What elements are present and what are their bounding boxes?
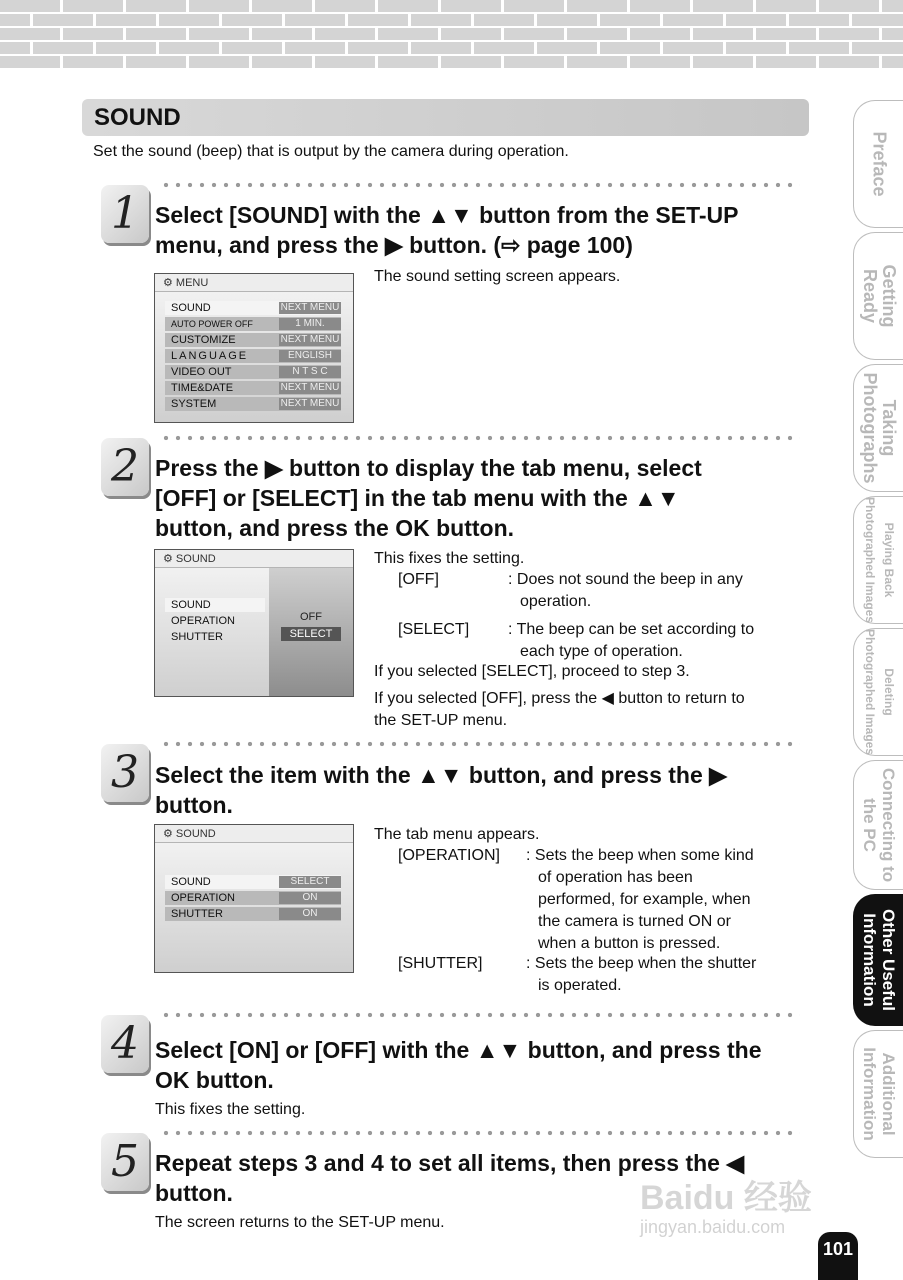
tab-option-off: OFF <box>300 611 322 623</box>
menu-screen-title <box>155 274 353 292</box>
section-title: SOUND <box>94 104 181 131</box>
section-header <box>82 99 809 136</box>
step-2-heading-line2: [OFF] or [SELECT] in the tab menu with the ▲▼ <box>155 485 680 511</box>
side-tab-line: Photographed Images <box>862 496 877 624</box>
def-desc-line: the camera is turned ON or <box>538 913 731 930</box>
menu-row <box>165 349 341 363</box>
note-line: the SET-UP menu. <box>374 712 508 729</box>
side-tab-line: Getting <box>878 264 899 328</box>
step-number-4: 4 <box>101 1015 149 1073</box>
menu-row-label: SHUTTER <box>171 908 223 920</box>
side-tab-line: Information <box>859 913 879 1007</box>
def-desc-line: : Does not sound the beep in any <box>508 571 743 588</box>
menu-row-label: SOUND <box>171 302 211 314</box>
sound-tab-title-label: SOUND <box>175 553 216 565</box>
def-desc-line: : Sets the beep when some kind <box>526 847 754 864</box>
sound-items-screen-title <box>155 825 353 843</box>
side-tab-line: Taking <box>878 399 899 457</box>
menu-row-value: NEXT MENU <box>280 334 340 345</box>
sound-items-screen <box>154 824 354 973</box>
watermark-logo: Baidu 经验 <box>640 1179 812 1217</box>
def-term-select: [SELECT] <box>398 621 470 638</box>
step-5-heading-line2: button. <box>155 1180 233 1206</box>
section-intro: Set the sound (beep) that is output by the camera during operation. <box>93 143 569 160</box>
side-tab-label <box>860 497 898 623</box>
step-3-heading <box>155 760 727 820</box>
menu-row <box>165 891 341 905</box>
def-term-operation: [OPERATION] <box>398 847 500 864</box>
step-4-heading-line2: OK button. <box>155 1067 274 1093</box>
def-desc-line: each type of operation. <box>520 643 683 660</box>
side-tab-label <box>860 768 898 882</box>
def-desc-line: is operated. <box>538 977 622 994</box>
menu-row <box>165 598 265 612</box>
side-tab-additional-information[interactable] <box>853 1030 903 1158</box>
def-desc-select <box>508 619 754 663</box>
wrench-icon: ⚙ <box>163 553 176 565</box>
sound-tab-screen <box>154 549 354 697</box>
side-tab-line: Photographs <box>859 372 880 484</box>
menu-row-label: LANGUAGE <box>171 350 249 362</box>
side-tab-line: Preface <box>869 131 889 197</box>
menu-row-value: ON <box>279 908 341 920</box>
step-2-note-off <box>374 688 745 732</box>
step-number-5: 5 <box>101 1133 149 1191</box>
menu-row-label: OPERATION <box>171 892 235 904</box>
menu-row-value: NEXT MENU <box>280 398 340 409</box>
step-4-heading-line1: Select [ON] or [OFF] with the ▲▼ button, and press the <box>155 1037 762 1063</box>
menu-row-label: AUTO POWER OFF <box>171 319 253 329</box>
side-tab-preface[interactable] <box>853 100 903 228</box>
step-number-1: 1 <box>101 185 149 243</box>
side-tab-line: Information <box>859 1047 879 1141</box>
menu-row-value: ON <box>279 892 341 904</box>
menu-row <box>165 630 265 644</box>
side-tab-label <box>860 265 898 328</box>
def-desc-line: of operation has been <box>538 869 693 886</box>
step-5-text: The screen returns to the SET-UP menu. <box>155 1214 445 1231</box>
menu-title-label: MENU <box>175 277 209 289</box>
menu-row-value: NEXT MENU <box>280 382 340 393</box>
dotted-divider <box>160 741 800 747</box>
side-tab-label <box>860 629 898 755</box>
side-tab-line: Other Useful <box>878 908 898 1012</box>
menu-row-label: TIME&DATE <box>171 382 234 394</box>
side-tab-line: Ready <box>859 268 880 324</box>
menu-row <box>165 381 341 395</box>
side-tab-connecting-pc[interactable] <box>853 760 903 890</box>
def-desc-off <box>508 569 743 613</box>
def-desc-line: when a button is pressed. <box>538 935 721 952</box>
step-number-3: 3 <box>101 744 149 802</box>
menu-row-label: OPERATION <box>171 615 235 627</box>
menu-row <box>165 301 341 315</box>
side-tab-label <box>860 1047 898 1141</box>
side-tab-playing-back[interactable] <box>853 496 903 624</box>
menu-row <box>165 365 341 379</box>
side-tab-line: Deleting <box>881 668 896 716</box>
step-1-heading-line1: Select [SOUND] with the ▲▼ button from the SET-UP <box>155 202 739 228</box>
menu-row-label: SHUTTER <box>171 631 223 643</box>
step-4-text: This fixes the setting. <box>155 1101 306 1118</box>
side-tab-taking-photographs[interactable] <box>853 364 903 492</box>
step-number-2: 2 <box>101 438 149 496</box>
wrench-icon: ⚙ <box>163 828 176 840</box>
step-1-text: The sound setting screen appears. <box>374 268 621 285</box>
step-1-heading <box>155 200 738 260</box>
menu-row-value: 1 MIN. <box>279 318 341 330</box>
menu-row-label: SYSTEM <box>171 398 217 410</box>
step-3-heading-line1: Select the item with the ▲▼ button, and press the ▶ <box>155 762 727 788</box>
tab-option-select: SELECT <box>281 627 341 641</box>
wrench-icon: ⚙ <box>163 277 176 289</box>
step-2-heading-line1: Press the ▶ button to display the tab menu, select <box>155 455 702 481</box>
side-tab-deleting[interactable] <box>853 628 903 756</box>
menu-screen <box>154 273 354 423</box>
side-tab-line: Connecting to <box>878 767 898 883</box>
note-line: If you selected [OFF], press the ◀ button to return to <box>374 690 745 707</box>
side-tab-label <box>860 373 898 484</box>
brick-header-decoration <box>0 0 903 80</box>
def-desc-line: operation. <box>520 593 592 610</box>
menu-row <box>165 875 341 889</box>
dotted-divider <box>160 182 800 188</box>
step-2-note-select: If you selected [SELECT], proceed to step 3. <box>374 663 690 680</box>
def-desc-operation <box>526 845 754 955</box>
sound-items-title-label: SOUND <box>175 828 216 840</box>
side-tab-other-useful-information[interactable] <box>853 894 903 1026</box>
def-term-off: [OFF] <box>398 571 439 588</box>
step-5-heading-line1: Repeat steps 3 and 4 to set all items, then press the ◀ <box>155 1150 745 1176</box>
menu-row <box>165 614 265 628</box>
def-desc-line: : Sets the beep when the shutter <box>526 955 757 972</box>
step-2-text: This fixes the setting. <box>374 550 525 567</box>
menu-row-value: N T S C <box>279 366 341 378</box>
menu-row <box>165 317 341 331</box>
side-tab-label <box>860 909 898 1011</box>
step-3-heading-line2: button. <box>155 792 233 818</box>
menu-row-value: ENGLISH <box>279 350 341 362</box>
step-2-heading <box>155 453 702 543</box>
step-3-text: The tab menu appears. <box>374 826 540 843</box>
sound-tab-screen-title <box>155 550 353 568</box>
step-2-heading-line3: button, and press the OK button. <box>155 515 515 541</box>
menu-row-label: VIDEO OUT <box>171 366 232 378</box>
page-number: 101 <box>818 1232 858 1280</box>
menu-row-label: CUSTOMIZE <box>171 334 236 346</box>
dotted-divider <box>160 1012 800 1018</box>
watermark-url: jingyan.baidu.com <box>640 1217 786 1237</box>
side-tab-line: Additional <box>878 1052 898 1136</box>
def-desc-line: performed, for example, when <box>538 891 751 908</box>
menu-row <box>165 907 341 921</box>
def-desc-shutter <box>526 953 756 997</box>
side-tab-line: Playing Back <box>881 522 896 598</box>
menu-row <box>165 397 341 411</box>
side-tab-line: Photographed Images <box>862 628 877 756</box>
step-1-heading-line2: menu, and press the ▶ button. (⇨ page 100) <box>155 232 633 258</box>
def-desc-line: : The beep can be set according to <box>508 621 755 638</box>
menu-row <box>165 333 341 347</box>
side-tab-line: the PC <box>859 798 879 852</box>
side-tab-getting-ready[interactable] <box>853 232 903 360</box>
menu-row-label: SOUND <box>171 599 211 611</box>
menu-row-value: SELECT <box>279 876 341 888</box>
side-tab-label <box>869 131 888 196</box>
dotted-divider <box>160 1130 800 1136</box>
def-term-shutter: [SHUTTER] <box>398 955 483 972</box>
dotted-divider <box>160 435 800 441</box>
menu-row-label: SOUND <box>171 876 211 888</box>
menu-row-value: NEXT MENU <box>280 302 340 313</box>
step-4-heading <box>155 1035 761 1095</box>
